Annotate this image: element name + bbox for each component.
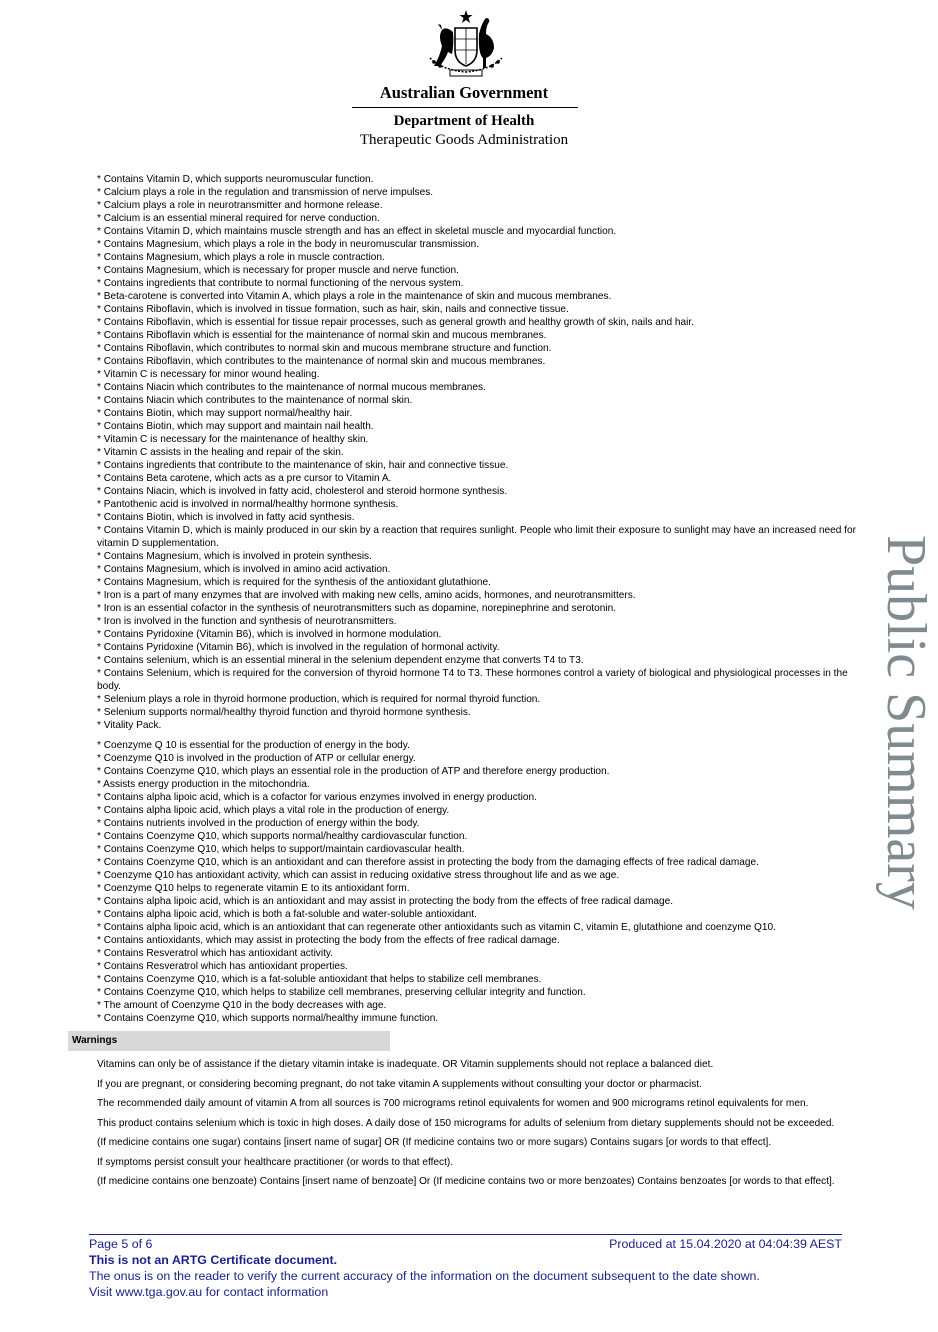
claim-item: * Contains Resveratrol which has antioxidant activity. [97,948,334,959]
claim-item: * Contains Niacin, which is involved in fatty acid, cholesterol and steroid hormone synthesis. [97,486,508,497]
claim-item: * Contains Niacin which contributes to the maintenance of normal skin. [97,395,413,406]
claim-item: * Contains Biotin, which may support normal/healthy hair. [97,408,353,419]
claim-item: * The amount of Coenzyme Q10 in the body decreases with age. [97,1000,387,1011]
claim-item: * Contains Coenzyme Q10, which supports normal/healthy immune function. [97,1013,439,1024]
claim-item: * Contains Coenzyme Q10, which plays an essential role in the production of ATP and therefore energy production. [97,766,610,777]
claim-item: * Selenium plays a role in thyroid hormone production, which is required for normal thyroid function. [97,694,541,705]
claim-item: * Contains Magnesium, which is involved in protein synthesis. [97,551,372,562]
claim-item: * Vitamin C assists in the healing and repair of the skin. [97,447,344,458]
claim-item: * Contains Coenzyme Q10, which is an antioxidant and can therefore assist in protecting the body from the damaging effects of free radical damage. [97,857,759,868]
claim-item: * Iron is a part of many enzymes that are involved with making new cells, amino acids, hormones, and neurotransmitters. [97,590,636,601]
contact-info: Visit www.tga.gov.au for contact information [89,1285,329,1299]
claim-item: * Contains Riboflavin which is essential for the maintenance of normal skin and mucous membranes. [97,330,547,341]
warning-item: If you are pregnant, or considering becoming pregnant, do not take vitamin A supplements without consulting your doctor or pharmacist. [97,1078,702,1090]
coat-of-arms-logo [420,8,512,80]
government-title: Australian Government [379,83,549,102]
claim-item: * Contains Beta carotene, which acts as a pre cursor to Vitamin A. [97,473,392,484]
warnings-heading: Warnings [68,1031,390,1051]
claims-list-1 [97,173,857,732]
page-number: Page 5 of 6 [89,1237,153,1251]
public-summary-label: Public Summary [875,535,937,910]
claim-item: * Contains Riboflavin, which contributes to normal skin and mucous membrane structure and function. [97,343,552,354]
claim-item: * Contains alpha lipoic acid, which is an antioxidant that can regenerate other antioxidants such as vitamin C, vitamin E, glutathione and coenzyme Q10. [97,922,776,933]
warning-item: The recommended daily amount of vitamin A from all sources is 700 micrograms retinol equivalents for women and 900 micrograms retinol equivalents for men. [97,1098,809,1109]
warnings-list [97,1059,849,1196]
claim-item: * Contains Pyridoxine (Vitamin B6), which is involved in hormone modulation. [97,629,442,640]
claim-item: * Contains Resveratrol which has antioxidant properties. [97,961,348,972]
warning-item: (If medicine contains one sugar) contains [insert name of sugar] OR (If medicine contains two or more sugars) Contains sugars [or words to that effect]. [97,1137,772,1148]
claim-item: * Contains Selenium, which is required for the conversion of thyroid hormone T4 to T3. These hormones control a variety of biological and physiological processes in the body. [97,668,848,692]
claim-item: * Contains Magnesium, which plays a role in muscle contraction. [97,252,385,263]
claim-item: * Coenzyme Q10 helps to regenerate vitamin E to its antioxidant form. [97,883,410,894]
claim-item: * Contains alpha lipoic acid, which is a cofactor for various enzymes involved in energy production. [97,792,537,803]
claim-item: * Contains Vitamin D, which supports neuromuscular function. [97,174,374,185]
public-summary-watermark [875,535,938,975]
claim-item: * Contains alpha lipoic acid, which is both a fat-soluble and water-soluble antioxidant. [97,909,477,920]
claim-item: * Calcium plays a role in neurotransmitter and hormone release. [97,200,383,211]
claim-item: * Contains selenium, which is an essential mineral in the selenium dependent enzyme that converts T4 to T3. [97,655,584,666]
claim-item: * Contains Biotin, which is involved in fatty acid synthesis. [97,512,355,523]
produced-timestamp: Produced at 15.04.2020 at 04:04:39 AEST [609,1237,842,1251]
claim-item: * Pantothenic acid is involved in normal/healthy hormone synthesis. [97,499,399,510]
warning-item: This product contains selenium which is toxic in high doses. A daily dose of 150 micrograms for adults of selenium from dietary supplements should not be exceeded. [97,1117,835,1129]
warning-item: (If medicine contains one benzoate) Contains [insert name of benzoate] Or (If medicine contains two or more benzoates) Contains benzoates [or words to that effect]. [97,1176,835,1187]
claim-item: * Contains Coenzyme Q10, which supports normal/healthy cardiovascular function. [97,831,468,842]
claim-item: * Contains nutrients involved in the production of energy within the body. [97,818,420,829]
claim-item: * Beta-carotene is converted into Vitamin A, which plays a role in the maintenance of skin and mucous membranes. [97,291,612,302]
claim-item: * Selenium supports normal/healthy thyroid function and thyroid hormone synthesis. [97,707,471,718]
footer-divider [89,1234,842,1235]
claim-item: * Contains Coenzyme Q10, which helps to stabilize cell membranes, preserving cellular integrity and function. [97,987,586,998]
claim-item: * Calcium plays a role in the regulation and transmission of nerve impulses. [97,187,434,198]
claim-item: * Contains ingredients that contribute to normal functioning of the nervous system. [97,278,464,289]
claim-item: * Contains alpha lipoic acid, which is an antioxidant and may assist in protecting the body from the effects of free radical damage. [97,896,674,907]
claim-item: * Contains alpha lipoic acid, which plays a vital role in the production of energy. [97,805,450,816]
claim-item: * Contains Magnesium, which is required for the synthesis of the antioxidant glutathione. [97,577,491,588]
claim-item: * Vitality Pack. [97,720,162,731]
claim-item: * Vitamin C is necessary for the maintenance of healthy skin. [97,434,369,445]
indications-section [97,173,857,1025]
claim-item: * Coenzyme Q10 has antioxidant activity, which can assist in reducing oxidative stress throughout life and as we age. [97,870,620,881]
claim-item: * Contains Pyridoxine (Vitamin B6), which is involved in the regulation of hormonal activity. [97,642,500,653]
claim-item: * Coenzyme Q10 is involved in the production of ATP or cellular energy. [97,753,416,764]
claims-list-2 [97,739,857,1025]
certificate-notice: This is not an ARTG Certificate document. [89,1253,338,1267]
page-header [0,0,928,160]
claim-item: * Contains ingredients that contribute to the maintenance of skin, hair and connective tissue. [97,460,509,471]
warning-item: Vitamins can only be of assistance if the dietary vitamin intake is inadequate. OR Vitamin supplements should not replace a balanced diet. [97,1059,714,1070]
header-divider [352,107,578,108]
claim-item: * Contains Vitamin D, which is mainly produced in our skin by a reaction that requires sunlight. People who limit their exposure to sunlight may have an increased need for vitamin D supplementation. [97,525,856,549]
claim-item: * Assists energy production in the mitochondria. [97,779,310,790]
claim-item: * Iron is an essential cofactor in the synthesis of neurotransmitters such as dopamine, norepinephrine and serotonin. [97,603,617,614]
agency-title: Therapeutic Goods Administration [359,132,569,148]
claim-item: * Coenzyme Q 10 is essential for the production of energy in the body. [97,740,410,751]
page-footer [89,1237,842,1300]
claim-item: * Contains antioxidants, which may assist in protecting the body from the effects of free radical damage. [97,935,560,946]
claim-item: * Contains Riboflavin, which is involved in tissue formation, such as hair, skin, nails and connective tissue. [97,304,569,315]
claim-item: * Contains Magnesium, which is involved in amino acid activation. [97,564,391,575]
claim-item: * Contains Riboflavin, which is essential for tissue repair processes, such as general growth and healthy growth of skin, nails and hair. [97,317,694,328]
department-title: Department of Health [393,113,535,129]
onus-notice: The onus is on the reader to verify the current accuracy of the information on the document subsequent to the date shown. [89,1269,760,1283]
claim-item: * Vitamin C is necessary for minor wound healing. [97,369,320,380]
claim-item: * Iron is involved in the function and synthesis of neurotransmitters. [97,616,397,627]
claim-item: * Contains Coenzyme Q10, which is a fat-soluble antioxidant that helps to stabilize cell membranes. [97,974,542,985]
claim-item: * Contains Biotin, which may support and maintain nail health. [97,421,374,432]
claim-item: * Contains Vitamin D, which maintains muscle strength and has an effect in skeletal muscle and myocardial function. [97,226,617,237]
claim-item: * Calcium is an essential mineral required for nerve conduction. [97,213,380,224]
warning-item: If symptoms persist consult your healthcare practitioner (or words to that effect). [97,1156,454,1168]
claim-item: * Contains Niacin which contributes to the maintenance of normal mucous membranes. [97,382,486,393]
claim-item: * Contains Coenzyme Q10, which helps to support/maintain cardiovascular health. [97,844,465,855]
claim-item: * Contains Magnesium, which is necessary for proper muscle and nerve function. [97,265,459,276]
claim-item: * Contains Riboflavin, which contributes to the maintenance of normal skin and mucous membranes. [97,356,546,367]
claim-item: * Contains Magnesium, which plays a role in the body in neuromuscular transmission. [97,239,480,250]
